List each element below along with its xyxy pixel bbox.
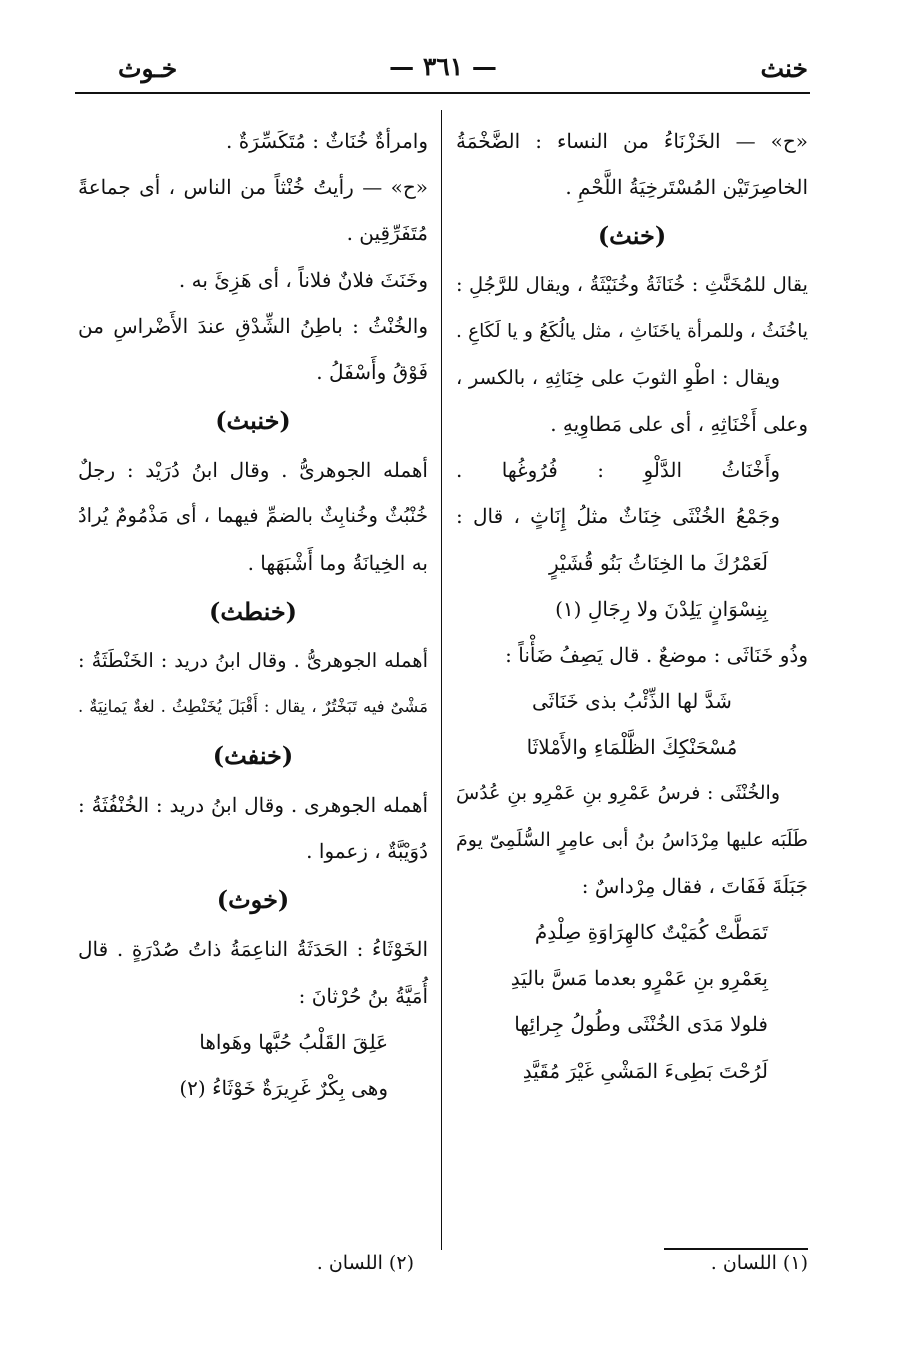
text-line: وجَمْعُ الخُنْثَى خِنَاثٌ مثلُ إِنَاثٍ ، قال :: [456, 504, 780, 529]
entry-heading: (خنث): [597, 221, 667, 251]
page-number: — ٣٦١ —: [389, 52, 497, 81]
text-line: أهمله الجوهرىُّ . وقال ابنُ دُرَيْد : رجلٌ: [78, 458, 428, 483]
text-line: «ح» — رأيتُ خُنْثاً من الناس ، أى جماعةً: [78, 175, 428, 200]
text-line: خُنْبُثٌ وخُنابِثٌ بالضمِّ فيهما ، أى مَذْمُومٌ يُرادُ: [78, 504, 428, 528]
text-line: وذُو خَنَاثَى : موضعٌ . قال يَصِفُ ضَأْناً :: [505, 642, 808, 667]
text-line: والخُنْثَى : فرسُ عَمْرِو بنِ عَمْرِو بنِ عُدُسَ: [456, 782, 780, 805]
text-line: الخَوْثَاءُ : الحَدَثَةُ الناعِمَةُ ذاتُ صُدْرَةٍ . قال: [78, 937, 428, 962]
footnote-right: (١) اللسان .: [710, 1252, 808, 1274]
text-line: مُتَفَرِّقِين .: [346, 221, 428, 246]
verse-line: بِنِسْوَانٍ يَلِدْنَ ولا رِجَالِ (١): [555, 596, 768, 621]
text-line: ويقال : اطْوِ الثوبَ على خِنَاثِهِ ، بالكسر ،: [456, 365, 780, 389]
header-rule: [75, 92, 810, 94]
verse-line: بِعَمْرِو بنِ عَمْرٍو بعدما مَسَّ باليَدِ: [510, 966, 768, 991]
entry-heading: (خنبث): [215, 406, 291, 436]
text-line: وخَنَثَ فلانٌ فلاناً ، أى هَزِئَ به .: [178, 267, 428, 292]
text-line: أُمَيَّةُ بنُ حُرْثانَ :: [298, 983, 428, 1008]
text-line: الخاصِرَتَيْن المُسْتَرخِيَةُ اللَّحْمِ .: [565, 175, 808, 200]
text-line: والخُنْثُ : باطِنُ الشِّدْقِ عندَ الأَضْراسِ من: [78, 313, 428, 338]
text-line: أهمله الجوهرى . وقال ابنُ دريد : الخُنْفُثَةُ :: [78, 793, 428, 818]
text-line: «ح» — الخَزْنَاءُ من النساء : الضَّخْمَةُ: [456, 129, 808, 153]
entry-heading: (خنفث): [212, 741, 294, 771]
text-line: وعلى أَخْنَاثِهِ ، أى على مَطاوِيهِ .: [550, 411, 808, 436]
verse-line: لَعَمْرُكَ ما الخِنَاثُ بَنُو قُشَيْرٍ: [549, 550, 768, 575]
header-keyword-start: خنث: [760, 54, 808, 83]
verse-line: مُسْحَنْكِكَ الظَّلْمَاءِ والأَمْلاثَا: [526, 735, 738, 760]
column-left: [78, 118, 428, 1111]
verse-line: وهى بِكْرٌ غَرِيرَةٌ خَوْثَاءُ (٢): [179, 1076, 388, 1100]
text-line: أهمله الجوهرىُّ . وقال ابنُ دريد : الخَنْطَثَةُ :: [78, 648, 428, 672]
verse-line: تَمَطَّتْ كُمَيْتٌ كالهِرَاوَةِ صِلْدِمُ: [534, 920, 768, 944]
text-line: به الخِيانَةُ وما أَشْبَهَها .: [247, 550, 428, 575]
entry-heading: (خوث): [216, 885, 290, 915]
verse-line: شَدَّ لها الذِّئْبُ بذى خَنَاثَى: [532, 689, 732, 714]
text-line: وامرأةٌ خُنَاثٌ : مُتَكَسِّرَةٌ .: [226, 129, 428, 153]
verse-line: عَلِقَ القَلْبُ حُبَّها وهَواها: [199, 1029, 388, 1054]
text-line: فَوْقُ وأَسْفَلُ .: [316, 359, 428, 384]
page-header: [78, 48, 808, 88]
header-keyword-end: خـوث: [118, 54, 178, 83]
text-line: مَشْىٌ فيه تَبَخْتُرٌ ، يقال : أَقْبَلَ يُخَنْطِثُ . لغةٌ يَمانِيَةٌ .: [78, 696, 428, 716]
text-line: يقال للمُخَنَّثِ : خُنَاثَةُ وخُنَيْثَةُ ، ويقال للرَّجُلِ :: [456, 273, 808, 297]
text-line: طَلَبَه عليها مِرْدَاسُ بنُ أبى عامِرٍ السُّلَمِىّ يومَ: [456, 828, 808, 851]
verse-line: فلولا مَدَى الخُنْثَى وطُولُ جِرائِها: [514, 1012, 768, 1037]
text-line: وأَخْنَاثُ الدَّلْوِ : فُرُوغُها .: [456, 458, 780, 483]
footnote-left: (٢) اللسان .: [316, 1252, 414, 1274]
text-line: دُوَيْبَّةٌ ، زعموا .: [306, 839, 428, 864]
text-line: جَبَلَةَ فَفَاتَ ، فقال مِرْداسٌ :: [581, 873, 808, 898]
verse-line: لَرُحْتَ بَطِىءَ المَشْىِ غَيْرَ مُقَيَّدِ: [522, 1058, 768, 1083]
entry-heading: (خنطث): [208, 596, 298, 626]
text-line: ياخُنَثُ ، وللمرأة ياخَنَاثِ ، مثل يالُكَعُ و يا لَكَاعِ .: [456, 320, 808, 342]
column-divider: [441, 110, 442, 1250]
column-right: [456, 118, 808, 1094]
